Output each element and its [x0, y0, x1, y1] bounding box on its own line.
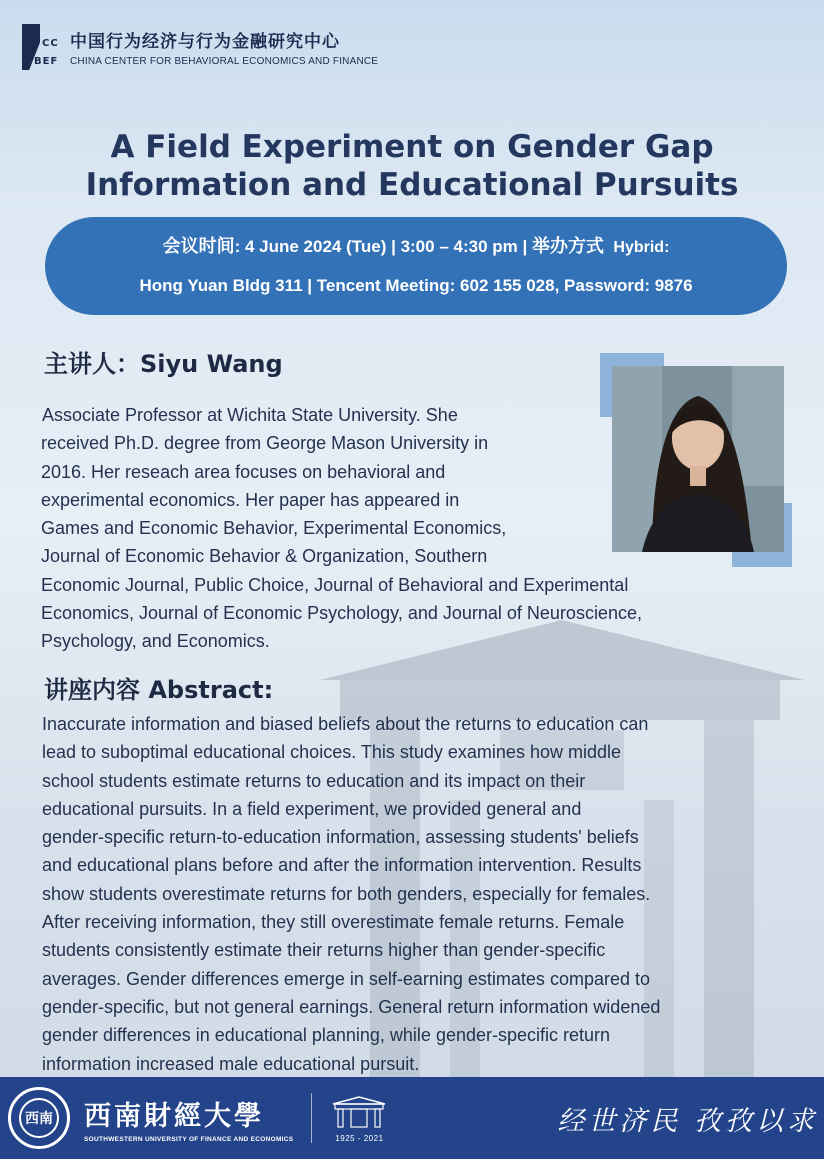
abstract-line: After receiving information, they still overestimate female returns. Female: [42, 912, 625, 933]
university-name: [84, 1094, 293, 1143]
org-name-cn: 中国行为经济与行为金融研究中心: [70, 32, 340, 52]
bio-line: received Ph.D. degree from George Mason University in: [41, 433, 489, 454]
abstract-body: [42, 710, 802, 1078]
bio-line: Games and Economic Behavior, Experimental Economics,: [41, 518, 507, 539]
bio-line: Journal of Economic Behavior & Organization, Southern: [41, 546, 488, 567]
abstract-line: gender-specific return-to-education information, assessing students' beliefs: [42, 827, 639, 848]
abstract-line: students consistently estimate their returns higher than gender-specific: [42, 940, 606, 961]
mode-value: Hybrid:: [613, 239, 670, 256]
abstract-line: lead to suboptimal educational choices. This study examines how middle: [42, 742, 621, 763]
abstract-line: show students overestimate returns for both genders, especially for females.: [42, 883, 651, 904]
university-motto: 经世济民 孜孜以求: [557, 1105, 818, 1137]
abstract-line: gender-specific, but not general earnings. General return information widened: [42, 996, 661, 1017]
anniversary-gate-icon: [326, 1094, 392, 1143]
abstract-line: and educational plans before and after the information intervention. Results: [42, 855, 642, 876]
abstract-line: averages. Gender differences emerge in self-earning estimates compared to: [42, 968, 650, 989]
meeting-info-banner: [45, 217, 787, 315]
university-name-cn: 西南財經大學: [84, 1100, 264, 1132]
university-seal-icon: 西南: [8, 1087, 70, 1149]
talk-title: A Field Experiment on Gender Gap Information and Educational Pursuits: [85, 129, 739, 203]
university-name-en: SOUTHWESTERN UNIVERSITY OF FINANCE AND ECONOMICS: [84, 1135, 294, 1143]
bio-line: Psychology, and Economics.: [41, 631, 270, 652]
header: [22, 24, 378, 70]
abstract-line: educational pursuits. In a field experiment, we provided general and: [42, 798, 582, 819]
speaker-heading: [44, 344, 283, 379]
org-name-en: CHINA CENTER FOR BEHAVIORAL ECONOMICS AND FINANCE: [70, 56, 379, 67]
bio-line: experimental economics. Her paper has appeared in: [41, 489, 460, 510]
bio-line: 2016. Her reseach area focuses on behavioral and: [41, 461, 446, 482]
speaker-label: 主讲人：: [44, 350, 140, 378]
bio-line: Economic Journal, Public Choice, Journal of Behavioral and Experimental: [41, 574, 629, 595]
speaker-bio: [41, 401, 761, 656]
abstract-line: information increased male educational pursuit.: [42, 1053, 420, 1074]
meeting-time-line: [45, 227, 787, 267]
footer-divider: [311, 1093, 312, 1143]
footer-banner: [0, 1077, 824, 1159]
meeting-location-line: Hong Yuan Bldg 311 | Tencent Meeting: 602 155 028, Password: 9876: [139, 276, 693, 295]
time-label: 会议时间: [162, 236, 235, 256]
abstract-line: school students estimate returns to education and its impact on their: [42, 770, 586, 791]
abstract-line: gender differences in educational planning, while gender-specific return: [42, 1025, 611, 1046]
abstract-line: Inaccurate information and biased beliefs about the returns to education can: [42, 714, 649, 734]
time-value: : 4 June 2024 (Tue) | 3:00 – 4:30 pm |: [234, 237, 532, 256]
bio-line: Economics, Journal of Economic Psychology, and Journal of Neuroscience,: [41, 603, 642, 624]
bio-line: Associate Professor at Wichita State University. She: [42, 405, 458, 425]
mode-label: 举办方式: [531, 236, 604, 256]
ccbef-logo: CC BEF: [22, 24, 62, 70]
speaker-name: Siyu Wang: [140, 350, 283, 378]
abstract-heading: 讲座内容 Abstract:: [44, 676, 274, 704]
anniversary-years: 1925 - 2021: [335, 1133, 384, 1143]
